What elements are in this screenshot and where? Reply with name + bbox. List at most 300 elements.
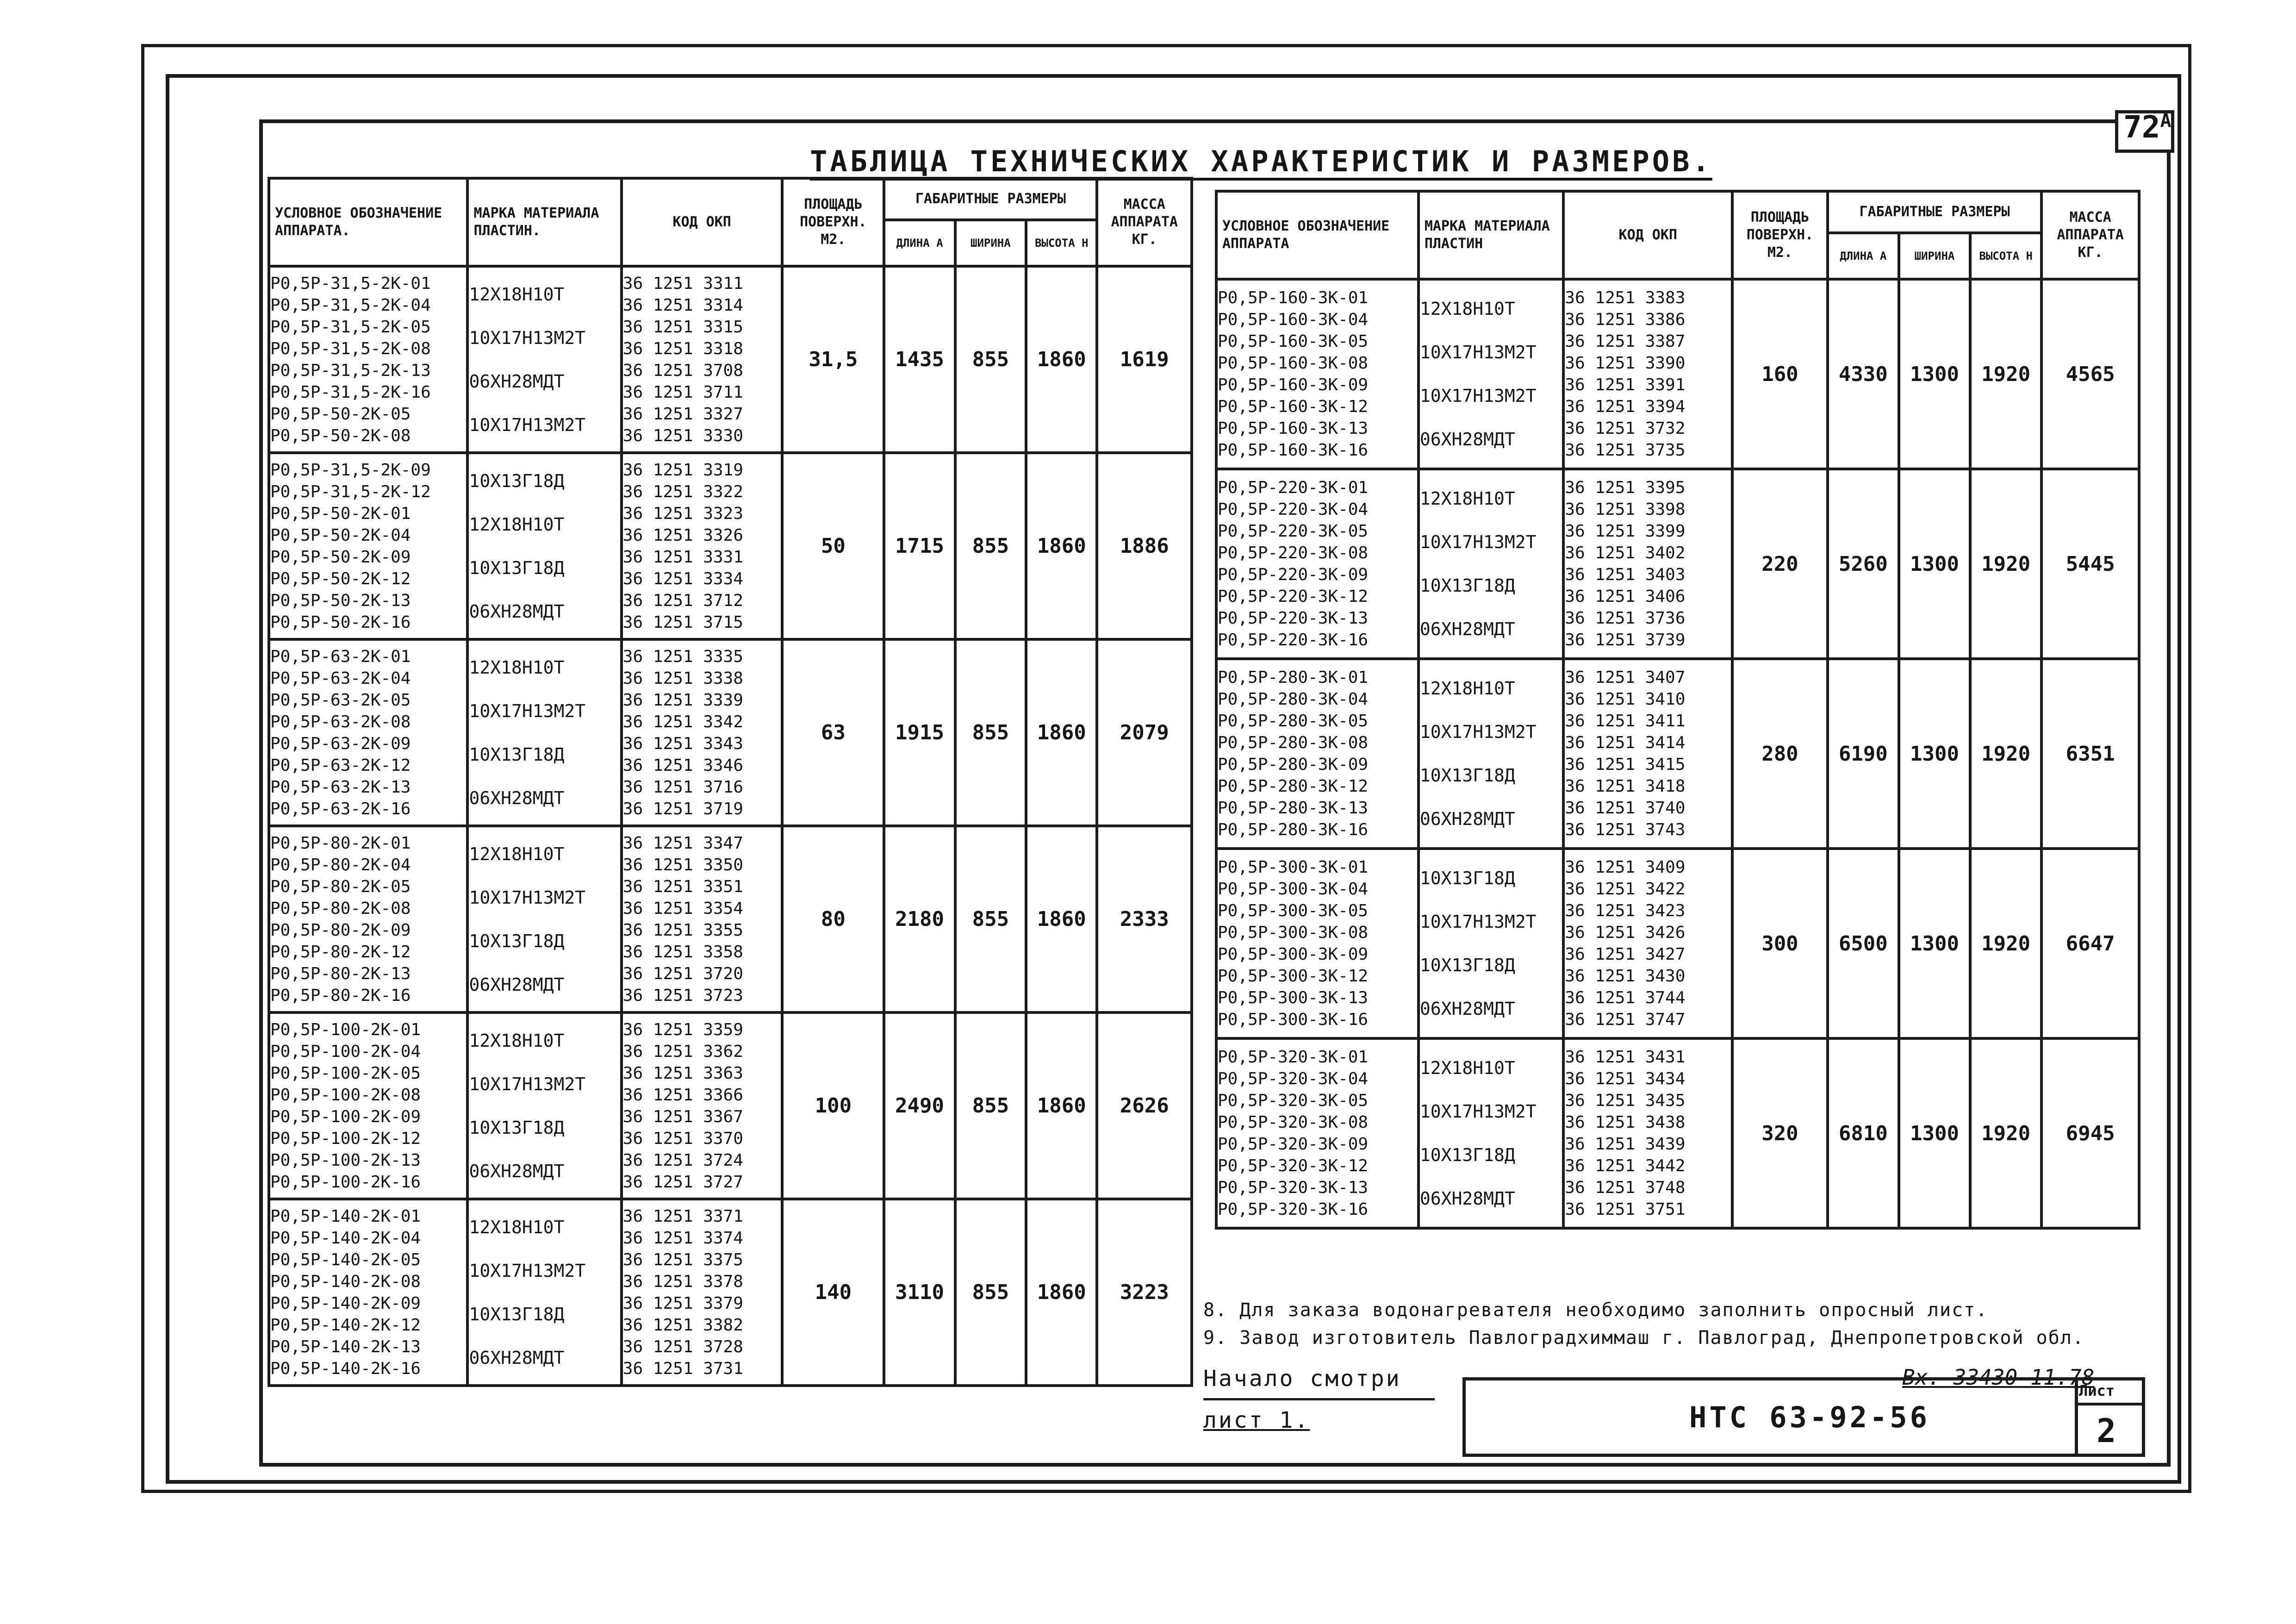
designation: Р0,5Р-100-2К-13 — [270, 1150, 421, 1170]
okp-code-cell — [1563, 279, 1732, 469]
height-value: 1860 — [1026, 639, 1097, 826]
okp-code: 36 1251 3736 — [1565, 609, 1686, 628]
okp-code: 36 1251 3739 — [1565, 631, 1686, 650]
designation-cell — [269, 639, 467, 826]
designation: Р0,5Р-100-2К-09 — [270, 1107, 421, 1126]
okp-code: 36 1251 3359 — [622, 1020, 743, 1039]
okp-code: 36 1251 3423 — [1565, 901, 1686, 920]
header-material: МАРКА МАТЕРИАЛА ПЛАСТИН. — [467, 178, 621, 266]
length-value: 2180 — [884, 826, 955, 1012]
okp-code: 36 1251 3391 — [1565, 375, 1686, 394]
designation: Р0,5Р-300-3К-09 — [1218, 945, 1369, 964]
height-value: 1860 — [1026, 1012, 1097, 1199]
area-value: 31,5 — [782, 266, 884, 453]
designation: Р0,5Р-63-2К-01 — [270, 647, 411, 666]
okp-code: 36 1251 3314 — [622, 295, 743, 315]
okp-code: 36 1251 3375 — [622, 1250, 743, 1269]
okp-code: 36 1251 3731 — [622, 1359, 743, 1378]
okp-code: 36 1251 3711 — [622, 382, 743, 402]
start-reference: Начало смотри — [1203, 1366, 1401, 1392]
okp-code: 36 1251 3366 — [622, 1085, 743, 1105]
header-code: КОД ОКП — [622, 178, 783, 266]
material: 06ХН28МДТ — [1419, 429, 1515, 450]
material-cell — [1419, 849, 1563, 1038]
material: 10Х17Н13М2Т — [1419, 532, 1537, 552]
okp-code: 36 1251 3327 — [622, 404, 743, 424]
height-value: 1860 — [1026, 266, 1097, 453]
okp-code: 36 1251 3315 — [622, 317, 743, 337]
okp-code: 36 1251 3727 — [622, 1172, 743, 1192]
okp-code: 36 1251 3728 — [622, 1337, 743, 1356]
material: 06ХН28МДТ — [1419, 999, 1515, 1019]
material: 10Х13Г18Д — [1419, 868, 1515, 888]
designation: Р0,5Р-160-3К-04 — [1218, 310, 1369, 329]
okp-code: 36 1251 3367 — [622, 1107, 743, 1126]
okp-code: 36 1251 3334 — [622, 569, 743, 588]
designation: Р0,5Р-300-3К-05 — [1218, 901, 1369, 920]
table-row — [269, 826, 1192, 1012]
material-cell — [1419, 659, 1563, 849]
okp-code: 36 1251 3430 — [1565, 967, 1686, 986]
area-value: 50 — [782, 453, 884, 639]
designation: Р0,5Р-140-2К-04 — [270, 1228, 421, 1248]
material: 06ХН28МДТ — [469, 787, 565, 808]
okp-code: 36 1251 3338 — [622, 668, 743, 688]
material: 10Х13Г18Д — [469, 744, 565, 765]
material: 10Х17Н13М2Т — [1419, 912, 1537, 932]
okp-code-cell — [622, 639, 783, 826]
sheet-number: 2 — [2097, 1412, 2116, 1450]
okp-code: 36 1251 3407 — [1565, 668, 1686, 687]
width-value: 855 — [955, 639, 1026, 826]
header-width: ШИРИНА — [1899, 233, 1970, 279]
sheet-box-rule — [2075, 1403, 2145, 1405]
material: 10Х13Г18Д — [469, 931, 565, 951]
header-designation: УСЛОВНОЕ ОБОЗНАЧЕНИЕ АППАРАТА. — [269, 178, 467, 266]
designation: Р0,5Р-50-2К-01 — [270, 504, 411, 523]
material: 10Х17Н13М2Т — [469, 414, 586, 435]
designation-cell — [269, 1012, 467, 1199]
designation: Р0,5Р-63-2К-08 — [270, 712, 411, 731]
table-row — [1216, 659, 2139, 849]
designation: Р0,5Р-160-3К-13 — [1218, 419, 1369, 438]
designation: Р0,5Р-50-2К-04 — [270, 525, 411, 545]
designation-cell — [1216, 849, 1419, 1038]
document-code: НТС 63-92-56 — [1689, 1400, 1930, 1434]
okp-code: 36 1251 3390 — [1565, 354, 1686, 373]
okp-code: 36 1251 3403 — [1565, 565, 1686, 584]
designation: Р0,5Р-220-3К-09 — [1218, 565, 1369, 584]
length-value: 2490 — [884, 1012, 955, 1199]
okp-code: 36 1251 3415 — [1565, 755, 1686, 774]
okp-code-cell — [1563, 469, 1732, 659]
material: 10Х13Г18Д — [469, 557, 565, 578]
okp-code: 36 1251 3406 — [1565, 587, 1686, 606]
spec-table-right — [1215, 190, 2140, 1230]
mass-value: 5445 — [2041, 469, 2139, 659]
designation: Р0,5Р-31,5-2К-01 — [270, 274, 431, 293]
mass-value: 1619 — [1097, 266, 1192, 453]
material: 12Х18Н10Т — [1419, 488, 1515, 509]
okp-code: 36 1251 3748 — [1565, 1178, 1686, 1197]
okp-code: 36 1251 3346 — [622, 756, 743, 775]
material: 10Х13Г18Д — [1419, 765, 1515, 786]
designation: Р0,5Р-220-3К-05 — [1218, 522, 1369, 541]
designation-cell — [269, 453, 467, 639]
okp-code: 36 1251 3342 — [622, 712, 743, 731]
mass-value: 2333 — [1097, 826, 1192, 1012]
okp-code: 36 1251 3387 — [1565, 332, 1686, 351]
note-8: 8. Для заказа водонагревателя необходимо заполнить опросный лист. — [1203, 1299, 1988, 1321]
okp-code: 36 1251 3712 — [622, 591, 743, 610]
okp-code: 36 1251 3362 — [622, 1042, 743, 1061]
note-9: 9. Завод изготовитель Павлоградхиммаш г. Павлоград, Днепропетровской обл. — [1203, 1327, 2084, 1349]
designation: Р0,5Р-140-2К-13 — [270, 1337, 421, 1356]
length-value: 6500 — [1828, 849, 1899, 1038]
material-cell — [467, 453, 621, 639]
okp-code: 36 1251 3434 — [1565, 1069, 1686, 1088]
designation: Р0,5Р-300-3К-08 — [1218, 923, 1369, 942]
designation: Р0,5Р-320-3К-08 — [1218, 1113, 1369, 1132]
okp-code: 36 1251 3751 — [1565, 1200, 1686, 1219]
okp-code: 36 1251 3386 — [1565, 310, 1686, 329]
material: 10Х13Г18Д — [469, 1304, 565, 1324]
okp-code: 36 1251 3399 — [1565, 522, 1686, 541]
designation: Р0,5Р-50-2К-12 — [270, 569, 411, 588]
okp-code: 36 1251 3720 — [622, 964, 743, 983]
okp-code: 36 1251 3743 — [1565, 820, 1686, 839]
mass-value: 6647 — [2041, 849, 2139, 1038]
material: 12Х18Н10Т — [1419, 299, 1515, 319]
okp-code: 36 1251 3350 — [622, 855, 743, 874]
designation: Р0,5Р-31,5-2К-08 — [270, 339, 431, 358]
width-value: 1300 — [1899, 659, 1970, 849]
mass-value: 6351 — [2041, 659, 2139, 849]
okp-code: 36 1251 3322 — [622, 482, 743, 501]
designation: Р0,5Р-160-3К-05 — [1218, 332, 1369, 351]
material: 06ХН28МДТ — [469, 1161, 565, 1181]
designation: Р0,5Р-300-3К-16 — [1218, 1010, 1369, 1029]
height-value: 1920 — [1970, 469, 2041, 659]
designation-cell — [269, 826, 467, 1012]
designation: Р0,5Р-100-2К-04 — [270, 1042, 421, 1061]
material: 06ХН28МДТ — [469, 371, 565, 392]
designation: Р0,5Р-100-2К-01 — [270, 1020, 421, 1039]
area-value: 80 — [782, 826, 884, 1012]
okp-code-cell — [622, 453, 783, 639]
material: 10Х13Г18Д — [1419, 1145, 1515, 1165]
designation-cell — [1216, 659, 1419, 849]
start-sheet-link[interactable]: лист 1. — [1203, 1407, 1310, 1433]
header-designation: УСЛОВНОЕ ОБОЗНАЧЕНИЕ АППАРАТА — [1216, 191, 1419, 279]
okp-code: 36 1251 3426 — [1565, 923, 1686, 942]
width-value: 1300 — [1899, 279, 1970, 469]
okp-code: 36 1251 3410 — [1565, 690, 1686, 709]
header-material: МАРКА МАТЕРИАЛА ПЛАСТИН — [1419, 191, 1563, 279]
designation: Р0,5Р-80-2К-08 — [270, 899, 411, 918]
mass-value: 2626 — [1097, 1012, 1192, 1199]
table-row — [269, 1012, 1192, 1199]
material: 06ХН28МДТ — [469, 974, 565, 995]
registration-stamp: Вх. 33430 11.78 — [1902, 1365, 2095, 1390]
okp-code: 36 1251 3438 — [1565, 1113, 1686, 1132]
material-cell — [467, 1012, 621, 1199]
designation-cell — [1216, 279, 1419, 469]
designation: Р0,5Р-80-2К-16 — [270, 986, 411, 1005]
okp-code: 36 1251 3311 — [622, 274, 743, 293]
length-value: 1915 — [884, 639, 955, 826]
material-cell — [467, 1199, 621, 1386]
header-mass: МАССА АППАРАТА КГ. — [1097, 178, 1192, 266]
designation: Р0,5Р-63-2К-09 — [270, 734, 411, 753]
designation: Р0,5Р-100-2К-08 — [270, 1085, 421, 1105]
okp-code: 36 1251 3409 — [1565, 858, 1686, 877]
material: 10Х17Н13М2Т — [469, 1074, 586, 1094]
designation: Р0,5Р-320-3К-04 — [1218, 1069, 1369, 1088]
width-value: 1300 — [1899, 469, 1970, 659]
designation: Р0,5Р-160-3К-09 — [1218, 375, 1369, 394]
spec-table-left — [268, 177, 1193, 1387]
designation: Р0,5Р-160-3К-08 — [1218, 354, 1369, 373]
okp-code: 36 1251 3744 — [1565, 988, 1686, 1007]
area-value: 63 — [782, 639, 884, 826]
designation: Р0,5Р-220-3К-04 — [1218, 500, 1369, 519]
designation: Р0,5Р-320-3К-01 — [1218, 1048, 1369, 1067]
header-length: ДЛИНА А — [884, 220, 955, 266]
page-title: ТАБЛИЦА ТЕХНИЧЕСКИХ ХАРАКТЕРИСТИК И РАЗМЕРОВ. — [810, 144, 1712, 178]
designation: Р0,5Р-80-2К-04 — [270, 855, 411, 874]
designation: Р0,5Р-220-3К-12 — [1218, 587, 1369, 606]
mass-value: 3223 — [1097, 1199, 1192, 1386]
okp-code: 36 1251 3414 — [1565, 733, 1686, 752]
okp-code: 36 1251 3378 — [622, 1272, 743, 1291]
material: 12Х18Н10Т — [1419, 678, 1515, 699]
material: 10Х17Н13М2Т — [1419, 1101, 1537, 1122]
designation: Р0,5Р-320-3К-13 — [1218, 1178, 1369, 1197]
okp-code: 36 1251 3326 — [622, 525, 743, 545]
designation: Р0,5Р-100-2К-05 — [270, 1063, 421, 1083]
designation: Р0,5Р-160-3К-16 — [1218, 441, 1369, 460]
material: 10Х13Г18Д — [469, 1117, 565, 1138]
material: 10Х17Н13М2Т — [1419, 722, 1537, 742]
designation: Р0,5Р-280-3К-16 — [1218, 820, 1369, 839]
area-value: 100 — [782, 1012, 884, 1199]
designation: Р0,5Р-80-2К-01 — [270, 833, 411, 853]
okp-code: 36 1251 3347 — [622, 833, 743, 853]
okp-code: 36 1251 3724 — [622, 1150, 743, 1170]
material-cell — [1419, 469, 1563, 659]
width-value: 855 — [955, 1199, 1026, 1386]
designation: Р0,5Р-140-2К-01 — [270, 1206, 421, 1226]
material: 06ХН28МДТ — [469, 601, 565, 622]
height-value: 1920 — [1970, 849, 2041, 1038]
okp-code: 36 1251 3343 — [622, 734, 743, 753]
okp-code: 36 1251 3354 — [622, 899, 743, 918]
length-value: 6810 — [1828, 1038, 1899, 1228]
sheet-label: Лист — [2079, 1382, 2115, 1399]
designation: Р0,5Р-140-2К-16 — [270, 1359, 421, 1378]
designation-cell — [1216, 469, 1419, 659]
okp-code: 36 1251 3439 — [1565, 1135, 1686, 1154]
material: 10Х17Н13М2Т — [1419, 342, 1537, 362]
designation: Р0,5Р-63-2К-05 — [270, 690, 411, 710]
table-row — [269, 266, 1192, 453]
material: 12Х18Н10Т — [469, 1217, 565, 1237]
area-value: 220 — [1732, 469, 1828, 659]
header-height: ВЫСОТА Н — [1026, 220, 1097, 266]
okp-code: 36 1251 3358 — [622, 942, 743, 962]
material: 10Х17Н13М2Т — [469, 700, 586, 721]
material: 06ХН28МДТ — [469, 1347, 565, 1368]
notes — [1203, 1296, 2084, 1352]
okp-code: 36 1251 3735 — [1565, 441, 1686, 460]
okp-code: 36 1251 3418 — [1565, 777, 1686, 796]
designation: Р0,5Р-220-3К-13 — [1218, 609, 1369, 628]
okp-code: 36 1251 3435 — [1565, 1091, 1686, 1110]
header-area: ПЛОЩАДЬ ПОВЕРХН. М2. — [1732, 191, 1828, 279]
okp-code-cell — [622, 826, 783, 1012]
okp-code-cell — [1563, 659, 1732, 849]
header-length: ДЛИНА А — [1828, 233, 1899, 279]
okp-code: 36 1251 3370 — [622, 1129, 743, 1148]
page-tag — [2123, 109, 2172, 145]
material-cell — [1419, 279, 1563, 469]
okp-code-cell — [622, 266, 783, 453]
designation: Р0,5Р-320-3К-09 — [1218, 1135, 1369, 1154]
okp-code: 36 1251 3422 — [1565, 880, 1686, 899]
designation: Р0,5Р-31,5-2К-05 — [270, 317, 431, 337]
material: 10Х13Г18Д — [1419, 575, 1515, 596]
material-cell — [1419, 1038, 1563, 1228]
area-value: 160 — [1732, 279, 1828, 469]
header-code: КОД ОКП — [1563, 191, 1732, 279]
material: 10Х17Н13М2Т — [1419, 386, 1537, 406]
material: 06ХН28МДТ — [1419, 809, 1515, 829]
okp-code-cell — [1563, 1038, 1732, 1228]
table-row — [1216, 279, 2139, 469]
designation: Р0,5Р-63-2К-13 — [270, 777, 411, 797]
okp-code: 36 1251 3431 — [1565, 1048, 1686, 1067]
designation: Р0,5Р-140-2К-12 — [270, 1315, 421, 1335]
designation: Р0,5Р-100-2К-12 — [270, 1129, 421, 1148]
okp-code-cell — [622, 1199, 783, 1386]
material: 10Х13Г18Д — [1419, 955, 1515, 975]
designation: Р0,5Р-140-2К-05 — [270, 1250, 421, 1269]
designation: Р0,5Р-280-3К-13 — [1218, 799, 1369, 818]
material-cell — [467, 639, 621, 826]
header-dims: ГАБАРИТНЫЕ РАЗМЕРЫ — [1828, 191, 2042, 233]
area-value: 300 — [1732, 849, 1828, 1038]
okp-code: 36 1251 3411 — [1565, 712, 1686, 731]
area-value: 320 — [1732, 1038, 1828, 1228]
mass-value: 2079 — [1097, 639, 1192, 826]
designation: Р0,5Р-31,5-2К-13 — [270, 361, 431, 380]
page-tag-suffix: А — [2160, 110, 2172, 131]
page-tag-number: 72 — [2123, 109, 2160, 145]
designation: Р0,5Р-280-3К-05 — [1218, 712, 1369, 731]
width-value: 855 — [955, 266, 1026, 453]
material: 12Х18Н10Т — [469, 514, 565, 535]
designation: Р0,5Р-50-2К-09 — [270, 547, 411, 567]
okp-code: 36 1251 3708 — [622, 361, 743, 380]
okp-code: 36 1251 3331 — [622, 547, 743, 567]
okp-code: 36 1251 3394 — [1565, 397, 1686, 416]
length-value: 4330 — [1828, 279, 1899, 469]
designation: Р0,5Р-50-2К-08 — [270, 426, 411, 445]
designation: Р0,5Р-50-2К-16 — [270, 612, 411, 632]
designation: Р0,5Р-50-2К-05 — [270, 404, 411, 424]
designation: Р0,5Р-63-2К-12 — [270, 756, 411, 775]
header-width: ШИРИНА — [955, 220, 1026, 266]
okp-code: 36 1251 3398 — [1565, 500, 1686, 519]
okp-code: 36 1251 3351 — [622, 877, 743, 896]
okp-code: 36 1251 3355 — [622, 920, 743, 940]
okp-code: 36 1251 3371 — [622, 1206, 743, 1226]
designation: Р0,5Р-300-3К-01 — [1218, 858, 1369, 877]
designation: Р0,5Р-160-3К-01 — [1218, 288, 1369, 307]
okp-code: 36 1251 3427 — [1565, 945, 1686, 964]
designation-cell — [269, 1199, 467, 1386]
designation: Р0,5Р-280-3К-04 — [1218, 690, 1369, 709]
length-value: 6190 — [1828, 659, 1899, 849]
okp-code: 36 1251 3363 — [622, 1063, 743, 1083]
designation: Р0,5Р-320-3К-16 — [1218, 1200, 1369, 1219]
okp-code: 36 1251 3715 — [622, 612, 743, 632]
material: 10Х17Н13М2Т — [469, 887, 586, 908]
okp-code: 36 1251 3723 — [622, 986, 743, 1005]
header-height: ВЫСОТА Н — [1970, 233, 2041, 279]
table-row — [269, 453, 1192, 639]
designation: Р0,5Р-300-3К-04 — [1218, 880, 1369, 899]
mass-value: 1886 — [1097, 453, 1192, 639]
designation: Р0,5Р-31,5-2К-09 — [270, 460, 431, 480]
okp-code: 36 1251 3330 — [622, 426, 743, 445]
width-value: 855 — [955, 1012, 1026, 1199]
okp-code: 36 1251 3740 — [1565, 799, 1686, 818]
area-value: 280 — [1732, 659, 1828, 849]
designation: Р0,5Р-50-2К-13 — [270, 591, 411, 610]
okp-code: 36 1251 3379 — [622, 1293, 743, 1313]
length-value: 5260 — [1828, 469, 1899, 659]
mass-value: 6945 — [2041, 1038, 2139, 1228]
okp-code: 36 1251 3335 — [622, 647, 743, 666]
header-mass: МАССА АППАРАТА КГ. — [2041, 191, 2139, 279]
material-cell — [467, 826, 621, 1012]
designation: Р0,5Р-300-3К-13 — [1218, 988, 1369, 1007]
table-row — [1216, 849, 2139, 1038]
height-value: 1860 — [1026, 1199, 1097, 1386]
material: 06ХН28МДТ — [1419, 619, 1515, 639]
designation: Р0,5Р-80-2К-13 — [270, 964, 411, 983]
designation: Р0,5Р-320-3К-05 — [1218, 1091, 1369, 1110]
okp-code: 36 1251 3442 — [1565, 1156, 1686, 1175]
designation: Р0,5Р-220-3К-08 — [1218, 543, 1369, 562]
designation: Р0,5Р-140-2К-08 — [270, 1272, 421, 1291]
material: 12Х18Н10Т — [469, 657, 565, 678]
designation: Р0,5Р-100-2К-16 — [270, 1172, 421, 1192]
material: 10Х17Н13М2Т — [469, 327, 586, 348]
designation: Р0,5Р-80-2К-05 — [270, 877, 411, 896]
okp-code: 36 1251 3402 — [1565, 543, 1686, 562]
header-area: ПЛОЩАДЬ ПОВЕРХН. М2. — [782, 178, 884, 266]
designation: Р0,5Р-220-3К-01 — [1218, 478, 1369, 497]
material: 10Х13Г18Д — [469, 470, 565, 491]
designation-cell — [1216, 1038, 1419, 1228]
designation: Р0,5Р-140-2К-09 — [270, 1293, 421, 1313]
designation: Р0,5Р-280-3К-09 — [1218, 755, 1369, 774]
table-row — [269, 1199, 1192, 1386]
designation: Р0,5Р-280-3К-08 — [1218, 733, 1369, 752]
